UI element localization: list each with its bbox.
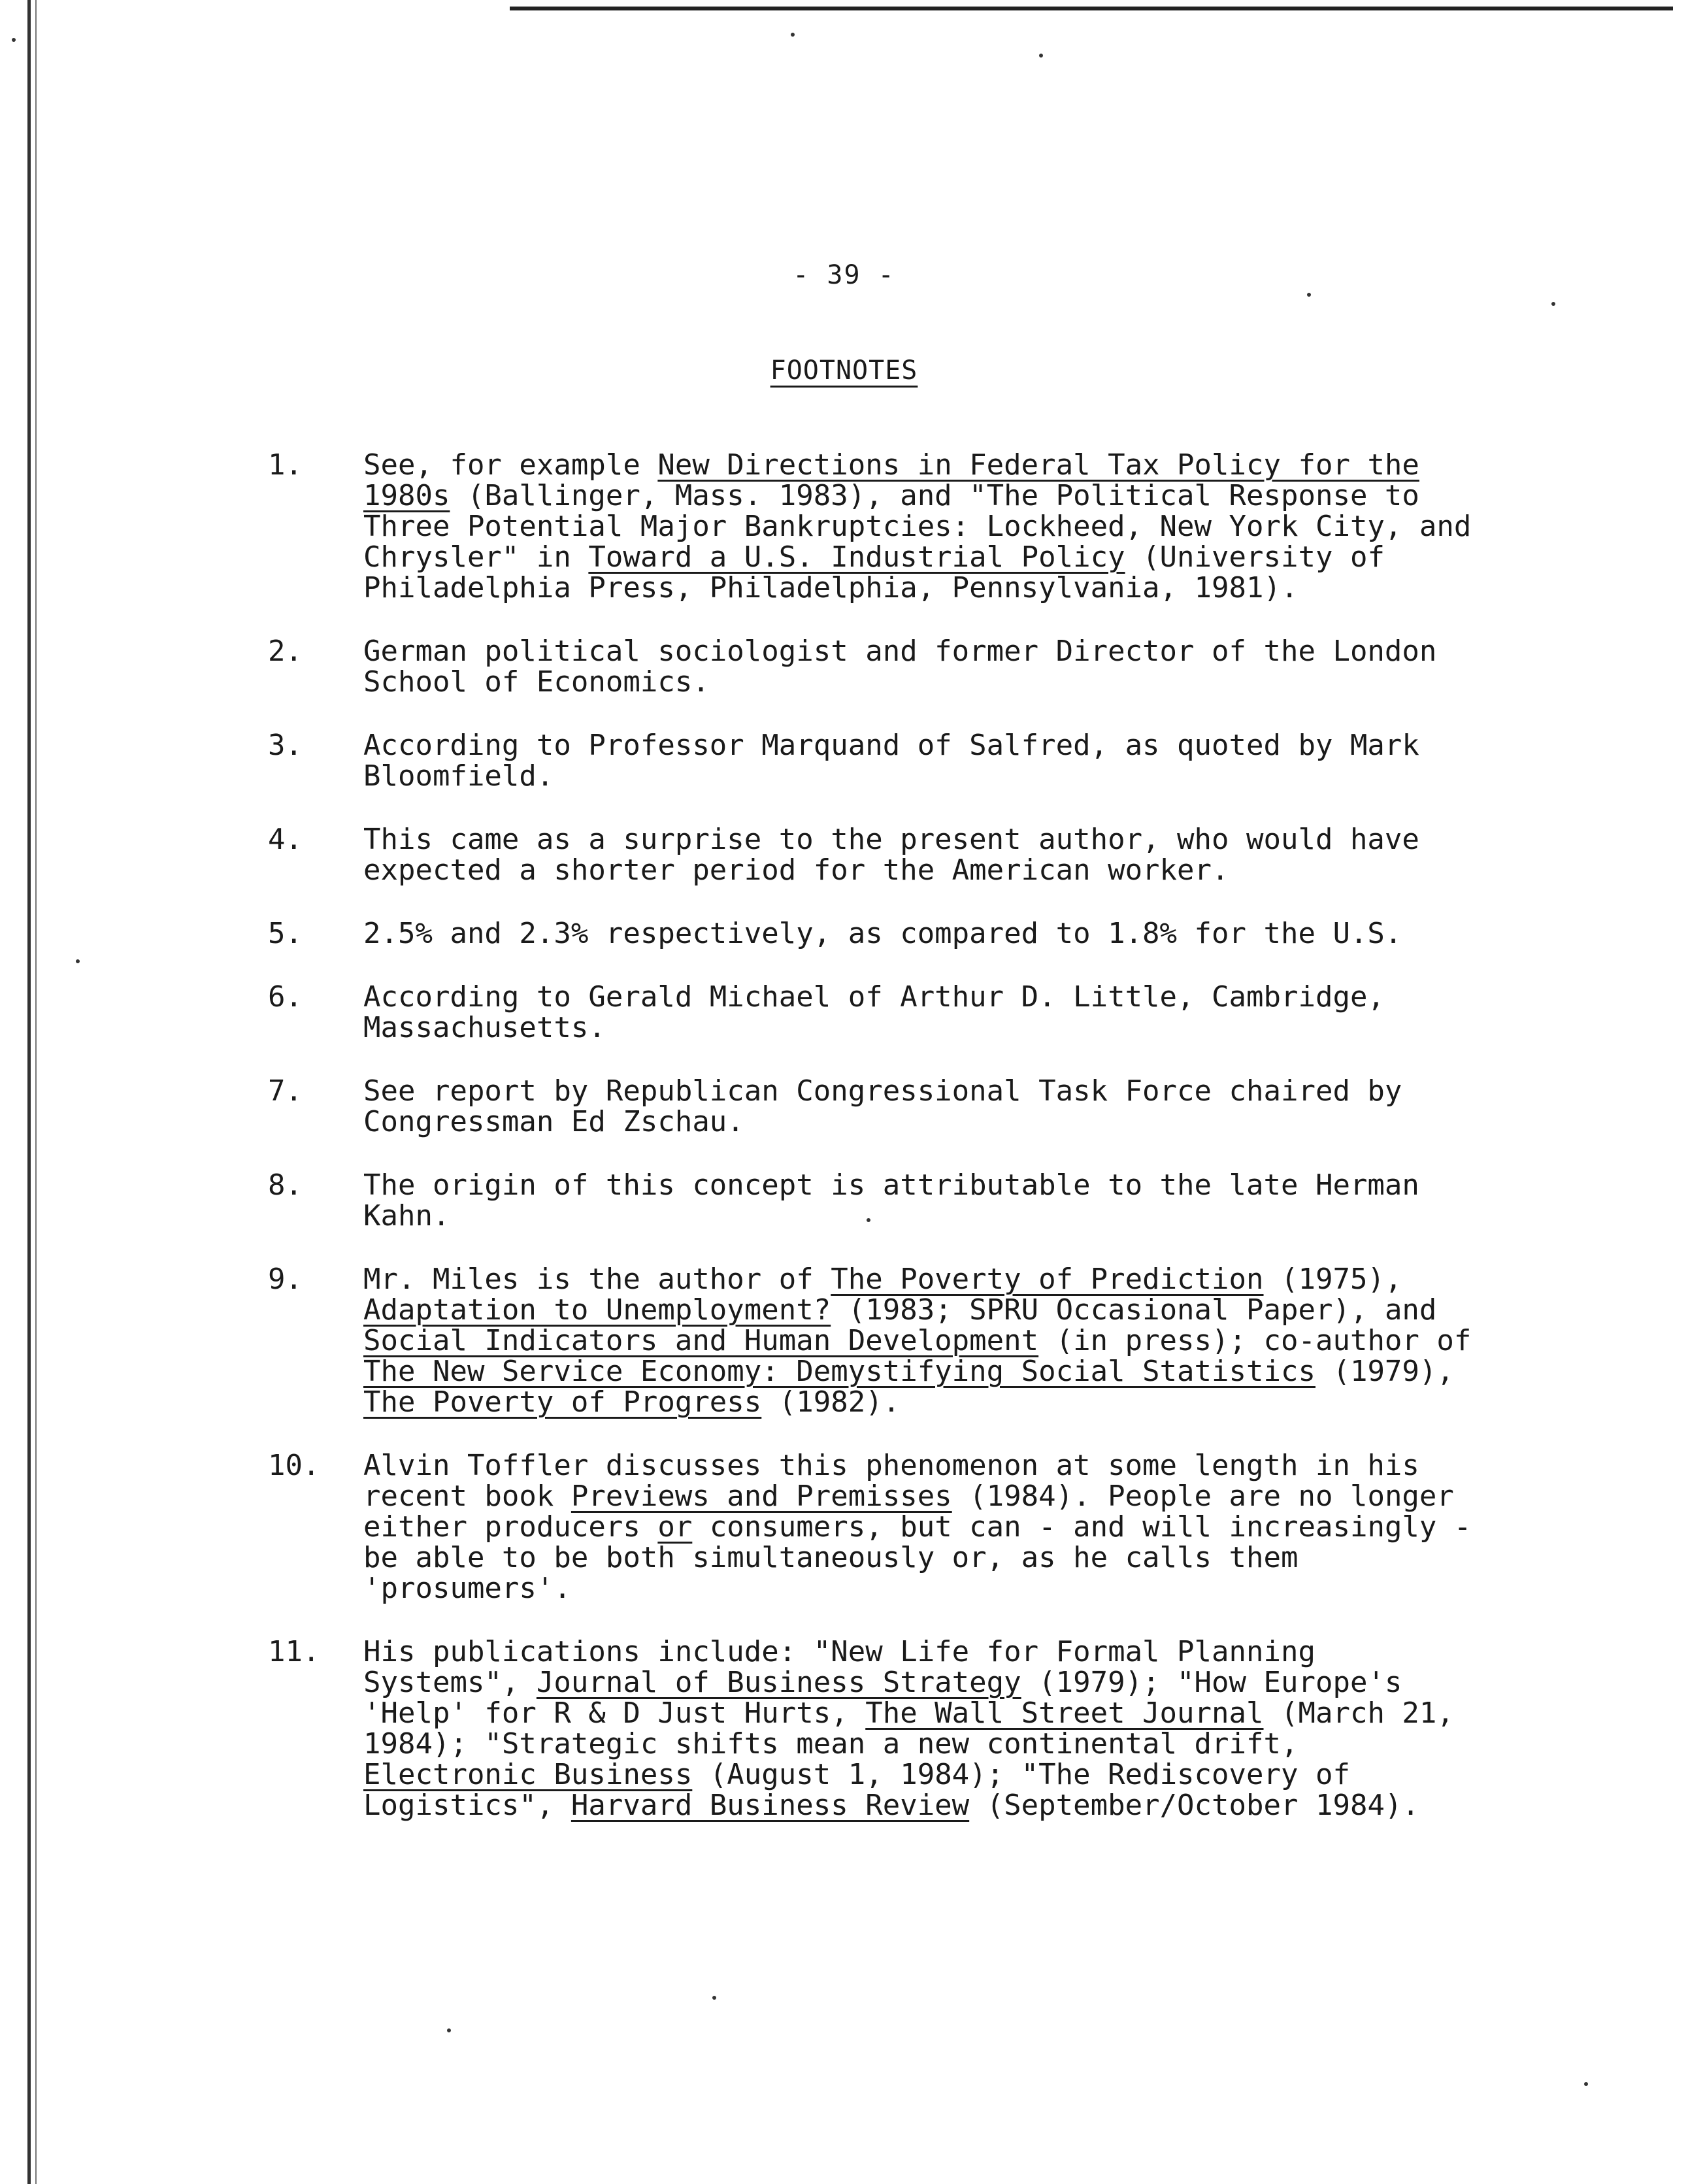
footnote-title: Toward a U.S. Industrial Policy bbox=[588, 540, 1125, 574]
footnote-text-run: Mr. Miles is the author of bbox=[363, 1263, 831, 1296]
footnote-title: Social Indicators and Human Development bbox=[363, 1324, 1039, 1357]
footnote-text-run: German political sociologist and former Director of the London School of Economics. bbox=[363, 635, 1437, 699]
footnote-text bbox=[363, 636, 1483, 697]
footnote-text bbox=[363, 982, 1483, 1043]
scan-speck bbox=[1039, 54, 1043, 58]
footnote-text-run: (University of Philadelphia Press, Philadelphia, Pennsylvania, 1981). bbox=[363, 540, 1385, 604]
footnote-text-run: The origin of this concept is attributable to the late Herman Kahn. bbox=[363, 1168, 1419, 1233]
footnote-text-run: (1975), bbox=[1263, 1263, 1402, 1296]
footnote-text bbox=[363, 1076, 1483, 1137]
footnote-item bbox=[268, 730, 1483, 791]
footnote-number: 4. bbox=[268, 823, 303, 856]
scan-speck bbox=[712, 1996, 716, 2000]
footnote-number: 10. bbox=[268, 1449, 320, 1482]
footnote-title: The Wall Street Journal bbox=[865, 1696, 1264, 1730]
footnote-text bbox=[363, 918, 1483, 949]
footnote-title: Harvard Business Review bbox=[571, 1789, 970, 1822]
footnote-text-run: (in press); co-author of bbox=[1038, 1324, 1472, 1357]
footnote-text-run: Alvin Toffler discusses this phenomenon at some length in his recent book bbox=[363, 1449, 1419, 1513]
footnote-item bbox=[268, 918, 1483, 949]
footnote-text-run: (August 1, 1984); "The Rediscovery of Logistics", bbox=[363, 1758, 1350, 1822]
footnote-number: 8. bbox=[268, 1168, 303, 1202]
footnote-text bbox=[363, 1450, 1483, 1604]
footnote-number: 3. bbox=[268, 729, 303, 762]
scan-speck bbox=[76, 959, 80, 963]
footnote-text-run: (Ballinger, Mass. 1983), and "The Political Response to Three Potential Major Bankruptcies: Lockheed, New York City, and Chrysler" in bbox=[363, 479, 1472, 574]
footnote-title: Adaptation to Unemployment? bbox=[363, 1293, 831, 1327]
footnote-title: The Poverty of Progress bbox=[363, 1385, 762, 1419]
footnote-title: Electronic Business bbox=[363, 1758, 693, 1791]
scan-speck bbox=[447, 2028, 451, 2032]
footnote-text-run: This came as a surprise to the present author, who would have expected a shorter period for the American worker. bbox=[363, 823, 1419, 887]
footnote-item bbox=[268, 824, 1483, 885]
footnote-text bbox=[363, 1170, 1483, 1231]
footnote-text-run: According to Gerald Michael of Arthur D. Little, Cambridge, Massachusetts. bbox=[363, 980, 1385, 1044]
footnote-title: The New Service Economy: Demystifying Social Statistics bbox=[363, 1355, 1316, 1388]
footnote-number: 2. bbox=[268, 635, 303, 668]
scan-left-edge bbox=[27, 0, 31, 2184]
footnote-text-run: (1984). People are no longer either producers bbox=[363, 1480, 1454, 1544]
scan-speck bbox=[1307, 293, 1311, 297]
footnote-item bbox=[268, 450, 1483, 603]
footnote-item bbox=[268, 636, 1483, 697]
footnote-text bbox=[363, 824, 1483, 885]
footnotes-list bbox=[268, 450, 1483, 1853]
footnote-number: 5. bbox=[268, 917, 303, 950]
footnote-number: 7. bbox=[268, 1074, 303, 1108]
footnote-item bbox=[268, 1170, 1483, 1231]
scan-speck bbox=[1551, 302, 1555, 306]
footnote-title: The Poverty of Prediction bbox=[831, 1263, 1264, 1296]
footnote-text-run: According to Professor Marquand of Salfred, as quoted by Mark Bloomfield. bbox=[363, 729, 1419, 793]
footnote-item bbox=[268, 1264, 1483, 1417]
footnote-number: 11. bbox=[268, 1635, 320, 1668]
footnote-text-run: (March 21, 1984); "Strategic shifts mean a new continental drift, bbox=[363, 1696, 1454, 1761]
page-number: - 39 - bbox=[793, 260, 895, 290]
footnotes-heading-text: FOOTNOTES bbox=[770, 356, 918, 386]
footnote-text bbox=[363, 730, 1483, 791]
footnote-number: 6. bbox=[268, 980, 303, 1014]
footnote-text bbox=[363, 1264, 1483, 1417]
footnote-text-run: (1982). bbox=[761, 1385, 901, 1419]
footnote-text-run: (1979); "How Europe's 'Help' for R & D Just Hurts, bbox=[363, 1666, 1402, 1730]
footnote-text bbox=[363, 450, 1483, 603]
footnote-title: or bbox=[657, 1510, 693, 1544]
footnote-number: 1. bbox=[268, 448, 303, 482]
footnote-text-run: 2.5% and 2.3% respectively, as compared to 1.8% for the U.S. bbox=[363, 917, 1402, 950]
scan-left-edge-inner bbox=[35, 0, 37, 2184]
footnote-text bbox=[363, 1636, 1483, 1821]
scan-speck bbox=[791, 33, 795, 37]
footnote-item bbox=[268, 1636, 1483, 1821]
scan-top-edge bbox=[510, 7, 1673, 10]
footnote-text-run: See, for example bbox=[363, 448, 658, 482]
footnote-item bbox=[268, 1076, 1483, 1137]
footnotes-heading bbox=[0, 356, 1688, 386]
footnote-title: Journal of Business Strategy bbox=[536, 1666, 1021, 1699]
footnote-text-run: consumers, but can - and will increasingly - be able to be both simultaneously or, as he calls them 'prosumers'. bbox=[363, 1510, 1472, 1605]
footnote-item bbox=[268, 982, 1483, 1043]
footnote-text-run: His publications include: "New Life for Formal Planning Systems", bbox=[363, 1635, 1316, 1699]
scan-speck bbox=[12, 38, 16, 42]
scan-speck bbox=[1584, 2082, 1588, 2086]
footnote-title: New Directions in Federal Tax Policy for the 1980s bbox=[363, 448, 1419, 512]
footnote-text-run: See report by Republican Congressional Task Force chaired by Congressman Ed Zschau. bbox=[363, 1074, 1402, 1138]
footnote-item bbox=[268, 1450, 1483, 1604]
footnote-text-run: (1983; SPRU Occasional Paper), and bbox=[831, 1293, 1437, 1327]
footnote-title: Previews and Premisses bbox=[571, 1480, 952, 1513]
footnote-text-run: (1979), bbox=[1315, 1355, 1454, 1388]
footnote-number: 9. bbox=[268, 1263, 303, 1296]
footnote-text-run: (September/October 1984). bbox=[969, 1789, 1419, 1822]
